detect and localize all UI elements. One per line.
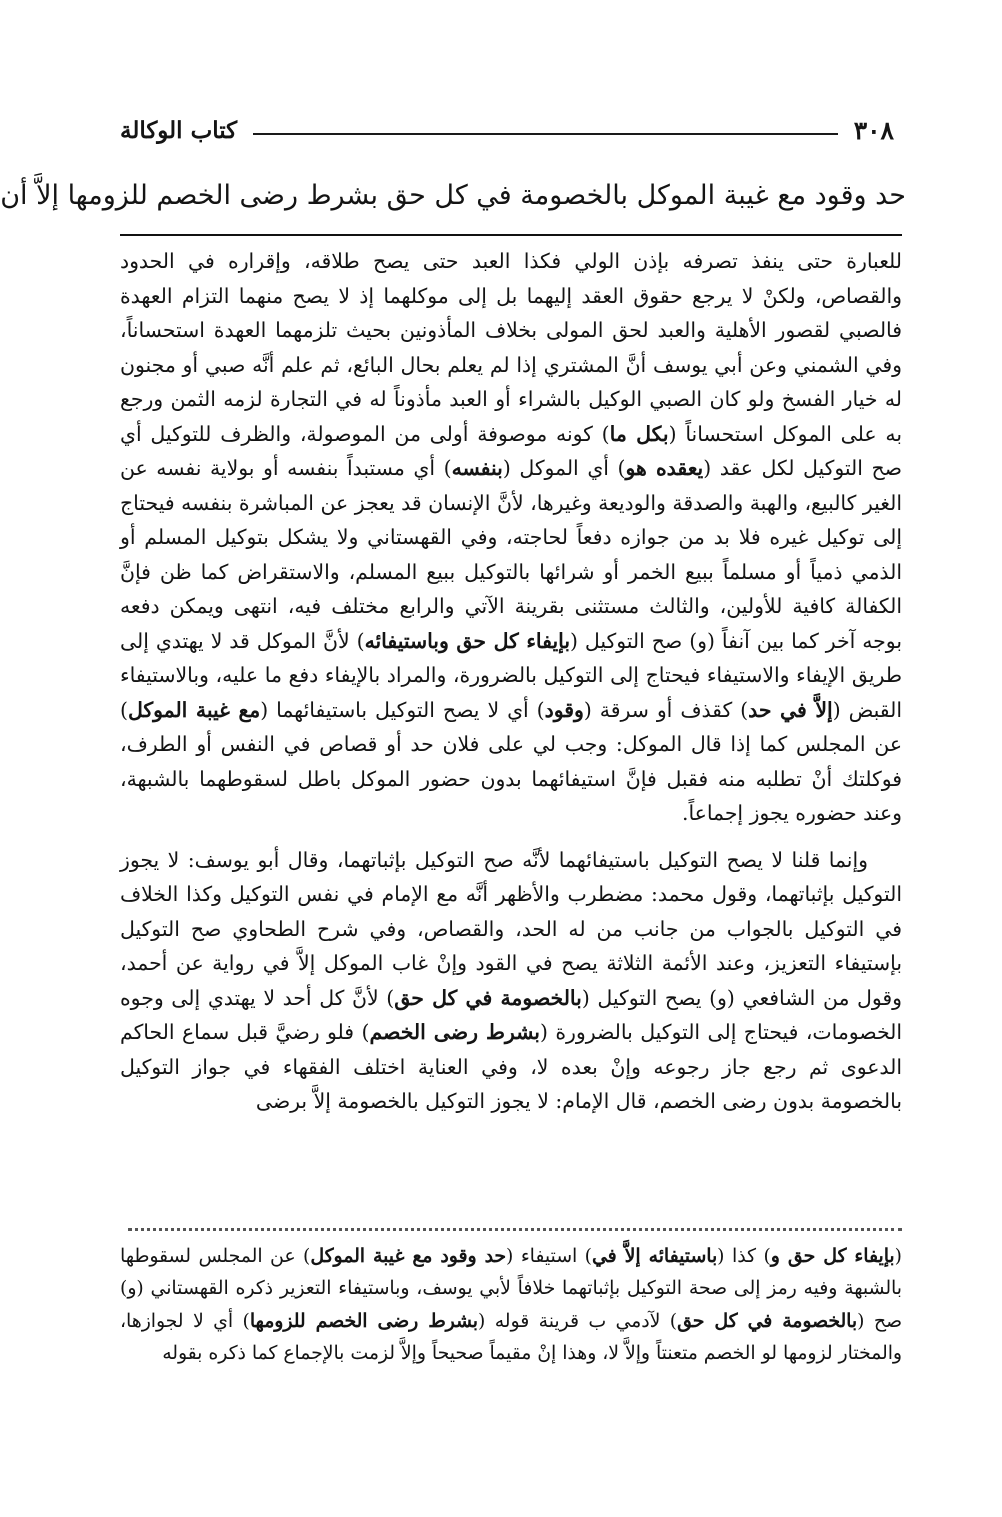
text-run: للعبارة حتى ينفذ تصرفه بإذن الولي فكذا العبد حتى يصح طلاقه، وإقراره في الحدود والقصاص، ولكنْ لا يرجع حقوق العقد إليهما بل إلى موكلهما إذ لا يصح منهما التزام العهدة فالصبي لقصور الأهلية والعبد لحق المولى بخلاف المأذونين بحيث تلزمهما العهدة استحساناً، وفي الشمني وعن أبي يوسف أنَّ المشتري إذا لم يعلم بحال البائع، ثم علم أنَّه صبي أو مجنون له خيار الفسخ ولو كان الصبي الوكيل بالشراء أو العبد مأذوناً له في التجارة لزمه الثمن ورجع به على الموكل استحساناً ( xyxy=(120,249,902,446)
text-run: ) لأنَّ كل أحد لا يهتدي إلى وجوه الخصومات، فيحتاج إلى التوكيل بالضرورة ( xyxy=(120,985,902,1044)
page-header xyxy=(120,112,894,148)
text-run: ) لأنَّ الموكل قد لا يهتدي إلى طريق الإيفاء والاستيفاء فيحتاج إلى التوكيل بالضرورة، والمراد بالإيفاء دفع ما عليه، وبالاستيفاء القبض ( xyxy=(120,628,902,722)
matn-quote: بشرط رضى الخصم xyxy=(369,1020,540,1044)
text-run: ) أي لا يصح التوكيل باستيفائهما ( xyxy=(260,697,545,722)
running-title: كتاب الوكالة xyxy=(120,116,238,144)
matn-divider xyxy=(120,234,902,236)
page-number: ٣٠٨ xyxy=(853,115,894,145)
matn-quote: بإيفاء كل حق وباستيفائه xyxy=(364,628,571,653)
text-run: ) كذا ( xyxy=(717,1246,771,1267)
commentary-paragraph-2 xyxy=(120,843,902,1119)
matn-quote: حد وقود مع غيبة الموكل xyxy=(310,1245,507,1267)
matn-quote: بالخصومة في كل حق xyxy=(394,985,582,1010)
footnote-divider xyxy=(128,1228,902,1231)
matn-quote: بالخصومة في كل حق xyxy=(677,1310,858,1332)
commentary-paragraph-1 xyxy=(120,244,902,831)
text-run: ) أي مستبداً بنفسه أو بولاية نفسه عن الغير كالبيع، والهبة والصدقة والوديعة وغيرها، لأنَّ الإنسان قد يعجز عن المباشرة بنفسه فيحتاج إلى توكيل غيره فلا بد من جوازه دفعاً لحاجته، وفي القهستاني ولا يشكل بتوكيل المسلم أو الذمي ذمياً أو مسلماً ببيع الخمر أو شرائها بالتوكيل ببيع المسلم، والاستقراض كما ظن فإنَّ الكفالة كافية للأولين، والثالث مستثنى بقرينة الآتي والرابع مختلف فيه، انتهى ويمكن دفعه بوجه آخر كما بين آنفاً (و) صح التوكيل ( xyxy=(120,456,902,653)
matn-quote: بشرط رضى الخصم للزومها xyxy=(249,1310,478,1332)
matn-line: حد وقود مع غيبة الموكل بالخصومة في كل حق بشرط رضى الخصم للزومها إلاَّ أن xyxy=(0,180,906,211)
text-run: ) استيفاء ( xyxy=(506,1246,592,1267)
matn-quote: بكل ما xyxy=(609,421,669,446)
text-run: ) كقذف أو سرقة ( xyxy=(583,697,749,722)
commentary-body xyxy=(120,244,902,1119)
text-run: ) كونه موصوفة أولى من الموصولة، والظرف للتوكيل أي صح التوكيل لكل عقد ( xyxy=(120,421,902,480)
matn-quote: إلاَّ في حد xyxy=(748,697,833,722)
matn-quote: وقود xyxy=(544,697,584,722)
header-divider xyxy=(253,133,838,135)
text-run: ) لآدمي ب قرينة قوله ( xyxy=(477,1311,678,1332)
matn-quote: باستيفائه إلاَّ في xyxy=(591,1245,718,1267)
matn-quote: مع غيبة الموكل xyxy=(127,697,261,722)
text-run: ( xyxy=(894,1246,902,1267)
text-run: ) أي لا لجوازها، والمختار لزومها لو الخصم متعنتاً وإلاَّ لا، وهذا إنْ مقيماً صحيحاً وإلاَّ لزمت بالإجماع كما ذكره بقوله xyxy=(120,1311,902,1364)
footnote-paragraph xyxy=(120,1240,902,1370)
text-run: ) فلو رضيَّ قبل سماع الحاكم الدعوى ثم رجع جاز رجوعه وإنْ بعده لا، وفي العناية اختلف الفقهاء في جواز التوكيل بالخصومة بدون رضى الخصم، قال الإمام: لا يجوز التوكيل بالخصومة إلاَّ برضى xyxy=(120,1020,902,1113)
matn-quote: يعقده هو xyxy=(625,456,704,480)
matn-quote: بنفسه xyxy=(451,456,503,480)
text-run: وإنما قلنا لا يصح التوكيل باستيفائهما لأنَّه صح التوكيل بإثباتهما، وقال أبو يوسف: لا يجوز التوكيل بإثباتهما، وقول محمد: مضطرب والأظهر أنَّه مع الإمام في نفس التوكيل وكذا الخلاف في التوكيل بالجواب من جانب من له الحد، والقصاص، وفي شرح الطحاوي صح التوكيل بإستيفاء التعزيز، وعند الأئمة الثلاثة يصح في القود وإنْ غاب الموكل إلاَّ في رواية عن أحمد، وقول من الشافعي (و) يصح التوكيل ( xyxy=(120,847,902,1010)
text-run: ) أي الموكل ( xyxy=(502,456,626,480)
matn-quote: بإيفاء كل حق و xyxy=(770,1245,895,1267)
footnote-block xyxy=(120,1240,902,1370)
text-run: ) عن المجلس لسقوطها بالشبهة وفيه رمز إلى صحة التوكيل بإثباتهما خلافاً لأبي يوسف، وباستيفاء التعزير ذكره القهستاني (و) صح ( xyxy=(120,1246,902,1332)
text-run: ) عن المجلس كما إذا قال الموكل: وجب لي على فلان حد أو قصاص في النفس أو الطرف، فوكلتك أنْ تطلبه منه فقبل فإنَّ استيفائهما بدون حضور الموكل باطل لسقوطهما بالشبهة، وعند حضوره يجوز إجماعاً. xyxy=(120,697,902,825)
